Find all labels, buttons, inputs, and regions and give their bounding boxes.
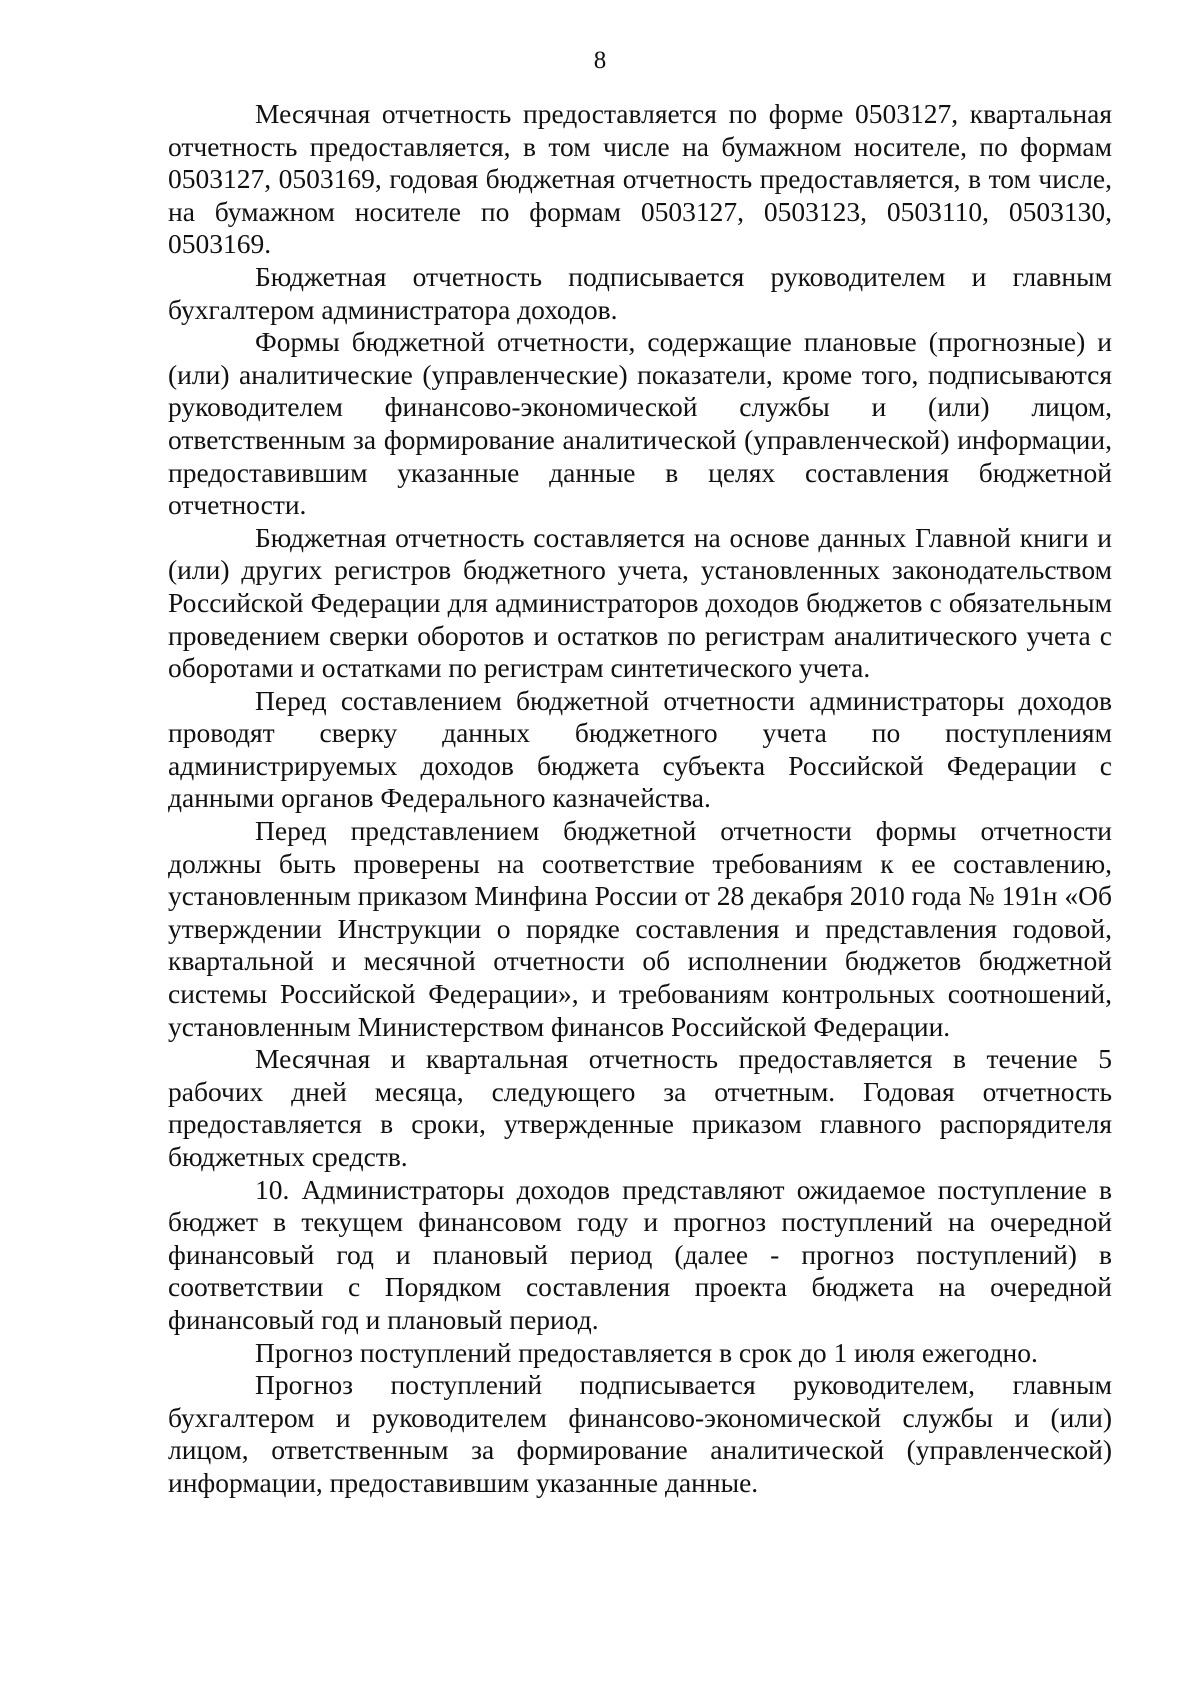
paragraph: Перед составлением бюджетной отчетности администраторы доходов проводят сверку данных бюджетного учета по поступлениям администрируемых доходов бюджета субъекта Российской Федерации с данными органов Федерального казначейства. bbox=[168, 684, 1112, 814]
paragraph: 10. Администраторы доходов представляют ожидаемое поступление в бюджет в текущем финансовом году и прогноз поступлений на очередной финансовый год и плановый период (далее - прогноз поступлений) в соответствии с Порядком составления проекта бюджета на очередной финансовый год и плановый период. bbox=[168, 1173, 1112, 1335]
paragraph: Прогноз поступлений подписывается руководителем, главным бухгалтером и руководителем финансово-экономической службы и (или) лицом, ответственным за формирование аналитической (управленческой) информации, предоставившим указанные данные. bbox=[168, 1369, 1112, 1498]
paragraph: Месячная отчетность предоставляется по форме 0503127, квартальная отчетность предоставляется, в том числе на бумажном носителе, по формам 0503127, 0503169, годовая бюджетная отчетность предоставляется, в том числе, на бумажном носителе по формам 0503127, 0503123, 0503110, 0503130, 0503169. bbox=[168, 98, 1112, 260]
paragraph: Перед представлением бюджетной отчетности формы отчетности должны быть проверены на соответствие требованиям к ее составлению, установленным приказом Минфина России от 28 декабря 2010 года № 191н «Об утверждении Инструкции о порядке составления и представления годовой, квартальной и месячной отчетности об исполнении бюджетов бюджетной системы Российской Федерации», и требованиям контрольных соотношений, установленным Министерством финансов Российской Федерации. bbox=[168, 815, 1112, 1042]
document-body bbox=[168, 98, 1112, 1500]
paragraph: Формы бюджетной отчетности, содержащие плановые (прогнозные) и (или) аналитические (управленческие) показатели, кроме того, подписываются руководителем финансово-экономической службы и (или) лицом, ответственным за формирование аналитической (управленческой) информации, предоставившим указанные данные в целях составления бюджетной отчетности. bbox=[168, 326, 1112, 521]
paragraph: Прогноз поступлений предоставляется в срок до 1 июля ежегодно. bbox=[255, 1336, 1038, 1368]
page-number: 8 bbox=[593, 47, 607, 74]
paragraph: Бюджетная отчетность составляется на основе данных Главной книги и (или) других регистров бюджетного учета, установленных законодательством Российской Федерации для администраторов доходов бюджетов с обязательным проведением сверки оборотов и остатков по регистрам аналитического учета с оборотами и остатками по регистрам синтетического учета. bbox=[168, 521, 1112, 684]
paragraph: Бюджетная отчетность подписывается руководителем и главным бухгалтером администратора доходов. bbox=[168, 260, 1112, 325]
paragraph: Месячная и квартальная отчетность предоставляется в течение 5 рабочих дней месяца, следующего за отчетным. Годовая отчетность предоставляется в сроки, утвержденные приказом главного распорядителя бюджетных средств. bbox=[168, 1043, 1112, 1172]
